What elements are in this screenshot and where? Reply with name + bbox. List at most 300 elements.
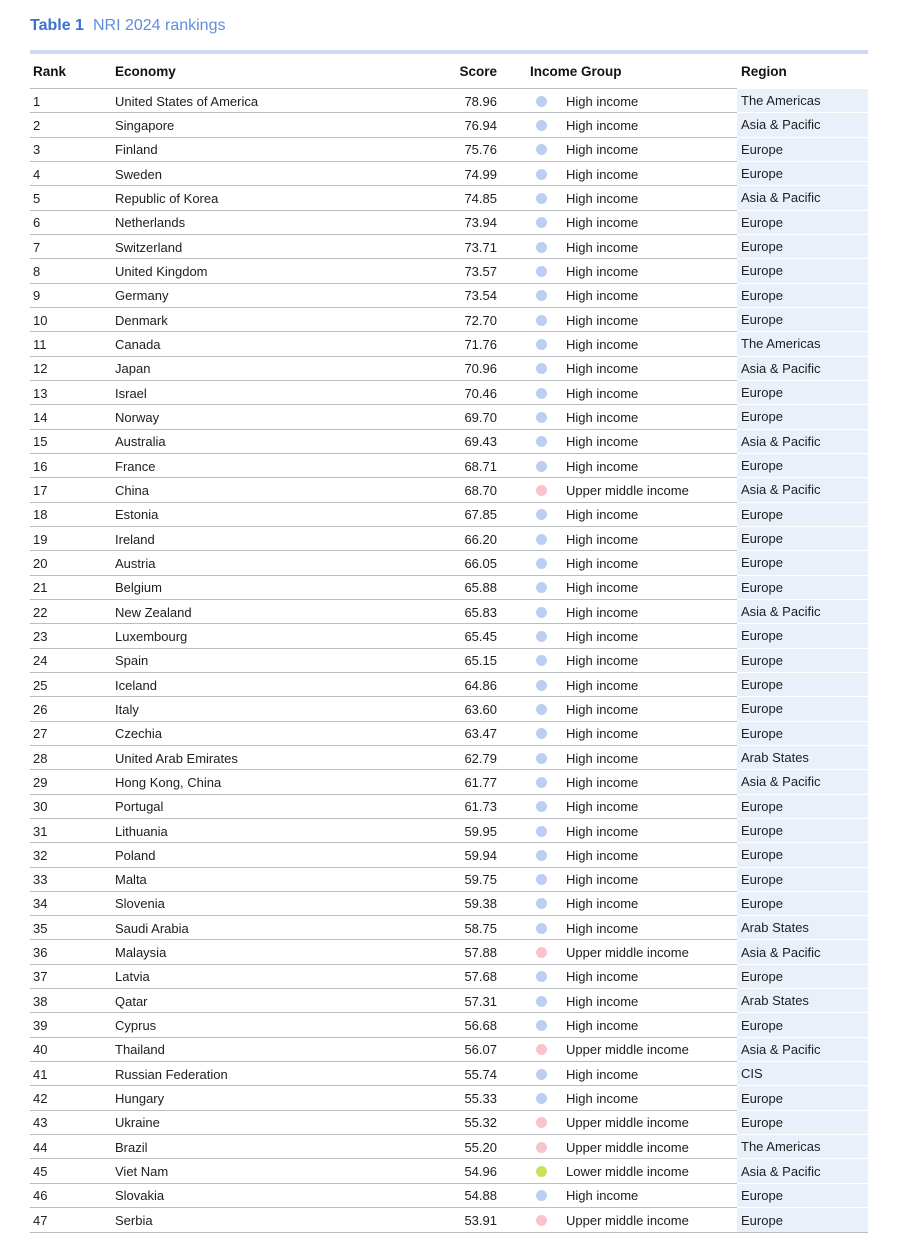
score-cell: 55.32 <box>464 1115 497 1131</box>
income-group-label: Upper middle income <box>566 482 689 498</box>
rank-cell: 6 <box>33 215 41 231</box>
region-cell: Europe <box>737 1111 868 1135</box>
table-row <box>30 576 868 600</box>
economy-cell: Qatar <box>115 993 148 1009</box>
region-cell: Europe <box>737 503 868 527</box>
income-group-dot <box>536 120 547 131</box>
economy-cell: Hungary <box>115 1091 165 1107</box>
economy-cell: Lithuania <box>115 823 168 839</box>
column-gap <box>497 1062 530 1086</box>
table-row <box>30 965 868 989</box>
income-group-dot <box>536 461 547 472</box>
region-cell: Arab States <box>737 916 868 940</box>
rankings-table <box>30 54 868 1233</box>
rank-cell: 39 <box>33 1018 48 1034</box>
column-gap <box>497 308 530 332</box>
score-cell: 66.20 <box>464 531 497 547</box>
rank-cell: 40 <box>33 1042 48 1058</box>
header-economy: Economy <box>115 64 176 79</box>
column-gap <box>497 843 530 867</box>
income-group-dot <box>536 1190 547 1201</box>
income-group-label: High income <box>566 969 639 985</box>
column-gap <box>497 357 530 381</box>
region-cell: Arab States <box>737 746 868 770</box>
score-cell: 65.15 <box>464 653 497 669</box>
table-number-label: Table 1 <box>30 17 84 34</box>
income-group-dot <box>536 1142 547 1153</box>
region-cell: Europe <box>737 1184 868 1208</box>
score-cell: 74.99 <box>464 166 497 182</box>
rank-cell: 31 <box>33 823 48 839</box>
score-cell: 56.07 <box>464 1042 497 1058</box>
rank-cell: 45 <box>33 1164 48 1180</box>
income-group-label: High income <box>566 1091 639 1107</box>
rank-cell: 4 <box>33 166 41 182</box>
column-gap <box>497 746 530 770</box>
table-row <box>30 892 868 916</box>
table-row <box>30 624 868 648</box>
income-group-cell <box>530 940 737 964</box>
column-gap <box>497 405 530 429</box>
column-gap <box>497 770 530 794</box>
income-group-label: High income <box>566 1018 639 1034</box>
rank-cell: 30 <box>33 799 48 815</box>
income-group-label: High income <box>566 823 639 839</box>
economy-cell: France <box>115 458 156 474</box>
income-group-label: High income <box>566 847 639 863</box>
rank-cell: 46 <box>33 1188 48 1204</box>
rank-cell: 41 <box>33 1066 48 1082</box>
score-cell: 71.76 <box>464 336 497 352</box>
income-group-cell <box>530 649 737 673</box>
region-cell: Europe <box>737 868 868 892</box>
income-group-label: High income <box>566 920 639 936</box>
economy-cell: New Zealand <box>115 604 192 620</box>
income-group-label: High income <box>566 653 639 669</box>
score-cell: 64.86 <box>464 677 497 693</box>
economy-cell: Norway <box>115 409 160 425</box>
income-group-label: High income <box>566 580 639 596</box>
score-cell: 57.31 <box>464 993 497 1009</box>
region-cell: Europe <box>737 211 868 235</box>
column-gap <box>497 1135 530 1159</box>
rank-cell: 36 <box>33 945 48 961</box>
income-group-cell <box>530 259 737 283</box>
score-cell: 54.88 <box>464 1188 497 1204</box>
income-group-dot <box>536 558 547 569</box>
table-row <box>30 673 868 697</box>
column-gap <box>497 478 530 502</box>
rank-cell: 47 <box>33 1212 48 1228</box>
income-group-label: High income <box>566 93 639 109</box>
income-group-dot <box>536 266 547 277</box>
income-group-cell <box>530 1086 737 1110</box>
income-group-dot <box>536 315 547 326</box>
score-cell: 63.60 <box>464 701 497 717</box>
rank-cell: 15 <box>33 434 48 450</box>
income-group-cell <box>530 795 737 819</box>
rank-cell: 27 <box>33 726 48 742</box>
score-cell: 69.70 <box>464 409 497 425</box>
score-cell: 69.43 <box>464 434 497 450</box>
economy-cell: Brazil <box>115 1139 148 1155</box>
income-group-label: High income <box>566 239 639 255</box>
economy-cell: Finland <box>115 142 158 158</box>
rank-cell: 1 <box>33 93 41 109</box>
income-group-dot <box>536 193 547 204</box>
income-group-label: High income <box>566 263 639 279</box>
income-group-label: High income <box>566 117 639 133</box>
region-cell: Europe <box>737 819 868 843</box>
column-gap <box>497 892 530 916</box>
income-group-cell <box>530 673 737 697</box>
region-cell: Asia & Pacific <box>737 186 868 210</box>
rank-cell: 17 <box>33 482 48 498</box>
income-group-cell <box>530 892 737 916</box>
economy-cell: United States of America <box>115 93 259 109</box>
region-cell: The Americas <box>737 332 868 356</box>
region-cell: Asia & Pacific <box>737 770 868 794</box>
header-income-group: Income Group <box>530 64 622 79</box>
income-group-label: High income <box>566 726 639 742</box>
economy-cell: Denmark <box>115 312 168 328</box>
income-group-dot <box>536 217 547 228</box>
column-gap <box>497 1208 530 1232</box>
economy-cell: Japan <box>115 361 151 377</box>
income-group-label: High income <box>566 701 639 717</box>
table-bottom-border <box>30 1232 868 1233</box>
income-group-label: Upper middle income <box>566 1139 689 1155</box>
income-group-dot <box>536 607 547 618</box>
header-rank: Rank <box>33 64 67 79</box>
score-cell: 61.73 <box>464 799 497 815</box>
income-group-cell <box>530 527 737 551</box>
economy-cell: Netherlands <box>115 215 186 231</box>
region-cell: Europe <box>737 381 868 405</box>
rank-cell: 19 <box>33 531 48 547</box>
income-group-dot <box>536 509 547 520</box>
income-group-cell <box>530 1135 737 1159</box>
income-group-cell <box>530 989 737 1013</box>
income-group-cell <box>530 186 737 210</box>
income-group-dot <box>536 534 547 545</box>
economy-cell: Belgium <box>115 580 162 596</box>
table-row <box>30 405 868 429</box>
income-group-dot <box>536 290 547 301</box>
economy-cell: Slovenia <box>115 896 165 912</box>
column-gap <box>497 527 530 551</box>
economy-cell: Latvia <box>115 969 150 985</box>
income-group-label: High income <box>566 288 639 304</box>
income-group-cell <box>530 235 737 259</box>
column-gap <box>497 673 530 697</box>
income-group-dot <box>536 1117 547 1128</box>
table-row <box>30 235 868 259</box>
income-group-label: High income <box>566 361 639 377</box>
region-cell: Europe <box>737 162 868 186</box>
column-gap <box>497 89 530 113</box>
income-group-cell <box>530 284 737 308</box>
economy-cell: Portugal <box>115 799 164 815</box>
income-group-cell <box>530 722 737 746</box>
score-cell: 57.88 <box>464 945 497 961</box>
economy-cell: Luxembourg <box>115 628 188 644</box>
economy-cell: Russian Federation <box>115 1066 228 1082</box>
rank-cell: 34 <box>33 896 48 912</box>
column-gap <box>497 624 530 648</box>
income-group-cell <box>530 624 737 648</box>
table-row <box>30 1062 868 1086</box>
region-cell: Europe <box>737 284 868 308</box>
table-row <box>30 503 868 527</box>
table-row <box>30 89 868 113</box>
table-row <box>30 868 868 892</box>
column-gap <box>497 989 530 1013</box>
region-cell: Asia & Pacific <box>737 940 868 964</box>
rank-cell: 14 <box>33 409 48 425</box>
rank-cell: 7 <box>33 239 41 255</box>
income-group-dot <box>536 1166 547 1177</box>
score-cell: 73.71 <box>464 239 497 255</box>
income-group-dot <box>536 898 547 909</box>
region-cell: Asia & Pacific <box>737 430 868 454</box>
table-row <box>30 138 868 162</box>
income-group-cell <box>530 965 737 989</box>
income-group-dot <box>536 1093 547 1104</box>
economy-cell: Republic of Korea <box>115 190 219 206</box>
income-group-label: High income <box>566 166 639 182</box>
income-group-dot <box>536 655 547 666</box>
income-group-dot <box>536 947 547 958</box>
economy-cell: Thailand <box>115 1042 165 1058</box>
table-row <box>30 795 868 819</box>
table-row <box>30 940 868 964</box>
table-row <box>30 989 868 1013</box>
income-group-cell <box>530 308 737 332</box>
income-group-label: High income <box>566 677 639 693</box>
region-cell: Europe <box>737 697 868 721</box>
region-cell: Europe <box>737 795 868 819</box>
table-row <box>30 284 868 308</box>
score-cell: 68.71 <box>464 458 497 474</box>
table-row <box>30 722 868 746</box>
score-cell: 55.33 <box>464 1091 497 1107</box>
score-cell: 53.91 <box>464 1212 497 1228</box>
income-group-cell <box>530 697 737 721</box>
income-group-dot <box>536 753 547 764</box>
table-body <box>30 89 868 1232</box>
region-cell: Asia & Pacific <box>737 478 868 502</box>
income-group-label: High income <box>566 190 639 206</box>
column-gap <box>497 259 530 283</box>
table-row <box>30 308 868 332</box>
region-cell: Europe <box>737 624 868 648</box>
region-cell: Europe <box>737 235 868 259</box>
rank-cell: 13 <box>33 385 48 401</box>
income-group-cell <box>530 162 737 186</box>
column-gap <box>497 551 530 575</box>
income-group-label: Upper middle income <box>566 945 689 961</box>
income-group-cell <box>530 868 737 892</box>
income-group-label: High income <box>566 750 639 766</box>
column-gap <box>497 1159 530 1183</box>
table-row <box>30 1159 868 1183</box>
region-cell: Asia & Pacific <box>737 357 868 381</box>
income-group-label: High income <box>566 312 639 328</box>
income-group-cell <box>530 211 737 235</box>
income-group-dot <box>536 777 547 788</box>
income-group-cell <box>530 819 737 843</box>
rank-cell: 5 <box>33 190 41 206</box>
region-cell: The Americas <box>737 1135 868 1159</box>
income-group-cell <box>530 113 737 137</box>
column-gap <box>497 1111 530 1135</box>
rank-cell: 20 <box>33 555 48 571</box>
score-cell: 66.05 <box>464 555 497 571</box>
income-group-label: High income <box>566 142 639 158</box>
rank-cell: 38 <box>33 993 48 1009</box>
table-row <box>30 551 868 575</box>
income-group-label: High income <box>566 215 639 231</box>
score-cell: 73.54 <box>464 288 497 304</box>
score-cell: 61.77 <box>464 774 497 790</box>
income-group-dot <box>536 850 547 861</box>
income-group-label: High income <box>566 434 639 450</box>
region-cell: Europe <box>737 1208 868 1232</box>
column-gap <box>497 819 530 843</box>
income-group-label: Upper middle income <box>566 1212 689 1228</box>
rank-cell: 43 <box>33 1115 48 1131</box>
region-cell: Europe <box>737 892 868 916</box>
table-row <box>30 1208 868 1232</box>
table-row <box>30 1013 868 1037</box>
income-group-label: Upper middle income <box>566 1042 689 1058</box>
rank-cell: 35 <box>33 920 48 936</box>
income-group-label: High income <box>566 336 639 352</box>
economy-cell: Spain <box>115 653 149 669</box>
economy-cell: Sweden <box>115 166 162 182</box>
header-region: Region <box>741 64 787 79</box>
column-gap <box>497 211 530 235</box>
region-cell: Europe <box>737 576 868 600</box>
rank-cell: 33 <box>33 872 48 888</box>
region-cell: Europe <box>737 1013 868 1037</box>
rank-cell: 21 <box>33 580 48 596</box>
economy-cell: China <box>115 482 149 498</box>
rank-cell: 18 <box>33 507 48 523</box>
column-gap <box>497 381 530 405</box>
column-gap <box>497 1038 530 1062</box>
rank-cell: 29 <box>33 774 48 790</box>
region-cell: Europe <box>737 551 868 575</box>
economy-cell: Switzerland <box>115 239 183 255</box>
column-gap <box>497 868 530 892</box>
score-cell: 59.38 <box>464 896 497 912</box>
region-cell: Europe <box>737 649 868 673</box>
score-cell: 55.74 <box>464 1066 497 1082</box>
economy-cell: United Kingdom <box>115 263 208 279</box>
rank-cell: 8 <box>33 263 41 279</box>
income-group-dot <box>536 339 547 350</box>
economy-cell: Malta <box>115 872 147 888</box>
header-score: Score <box>459 64 497 79</box>
economy-cell: Slovakia <box>115 1188 165 1204</box>
economy-cell: Estonia <box>115 507 159 523</box>
income-group-label: High income <box>566 896 639 912</box>
income-group-label: High income <box>566 799 639 815</box>
economy-cell: Ireland <box>115 531 155 547</box>
score-cell: 54.96 <box>464 1164 497 1180</box>
table-header-row <box>30 54 868 89</box>
rank-cell: 10 <box>33 312 48 328</box>
table-row <box>30 1038 868 1062</box>
table-row <box>30 186 868 210</box>
income-group-cell <box>530 576 737 600</box>
economy-cell: Serbia <box>115 1212 153 1228</box>
column-gap <box>497 430 530 454</box>
income-group-dot <box>536 971 547 982</box>
score-cell: 58.75 <box>464 920 497 936</box>
region-cell: Europe <box>737 259 868 283</box>
column-gap <box>497 795 530 819</box>
income-group-label: Lower middle income <box>566 1164 689 1180</box>
rank-cell: 16 <box>33 458 48 474</box>
income-group-dot <box>536 1044 547 1055</box>
table-row <box>30 1135 868 1159</box>
table-row <box>30 113 868 137</box>
table-row <box>30 1184 868 1208</box>
region-cell: Asia & Pacific <box>737 600 868 624</box>
income-group-label: High income <box>566 872 639 888</box>
income-group-cell <box>530 1208 737 1232</box>
rank-cell: 28 <box>33 750 48 766</box>
income-group-dot <box>536 1020 547 1031</box>
income-group-cell <box>530 138 737 162</box>
score-cell: 72.70 <box>464 312 497 328</box>
income-group-label: Upper middle income <box>566 1115 689 1131</box>
income-group-cell <box>530 551 737 575</box>
table-row <box>30 332 868 356</box>
income-group-cell <box>530 916 737 940</box>
income-group-label: High income <box>566 628 639 644</box>
column-gap <box>497 1013 530 1037</box>
table-row <box>30 357 868 381</box>
income-group-cell <box>530 89 737 113</box>
income-group-dot <box>536 1215 547 1226</box>
score-cell: 55.20 <box>464 1139 497 1155</box>
economy-cell: Ukraine <box>115 1115 160 1131</box>
income-group-label: High income <box>566 555 639 571</box>
economy-cell: Australia <box>115 434 166 450</box>
column-gap <box>497 113 530 137</box>
economy-cell: Italy <box>115 701 139 717</box>
income-group-label: High income <box>566 458 639 474</box>
income-group-dot <box>536 1069 547 1080</box>
income-group-cell <box>530 381 737 405</box>
rank-cell: 11 <box>33 336 47 352</box>
income-group-cell <box>530 357 737 381</box>
rank-cell: 24 <box>33 653 48 669</box>
region-cell: Europe <box>737 673 868 697</box>
income-group-dot <box>536 242 547 253</box>
income-group-label: High income <box>566 1066 639 1082</box>
table-row <box>30 770 868 794</box>
income-group-label: High income <box>566 385 639 401</box>
score-cell: 70.46 <box>464 385 497 401</box>
income-group-cell <box>530 503 737 527</box>
table-row <box>30 916 868 940</box>
score-cell: 65.83 <box>464 604 497 620</box>
